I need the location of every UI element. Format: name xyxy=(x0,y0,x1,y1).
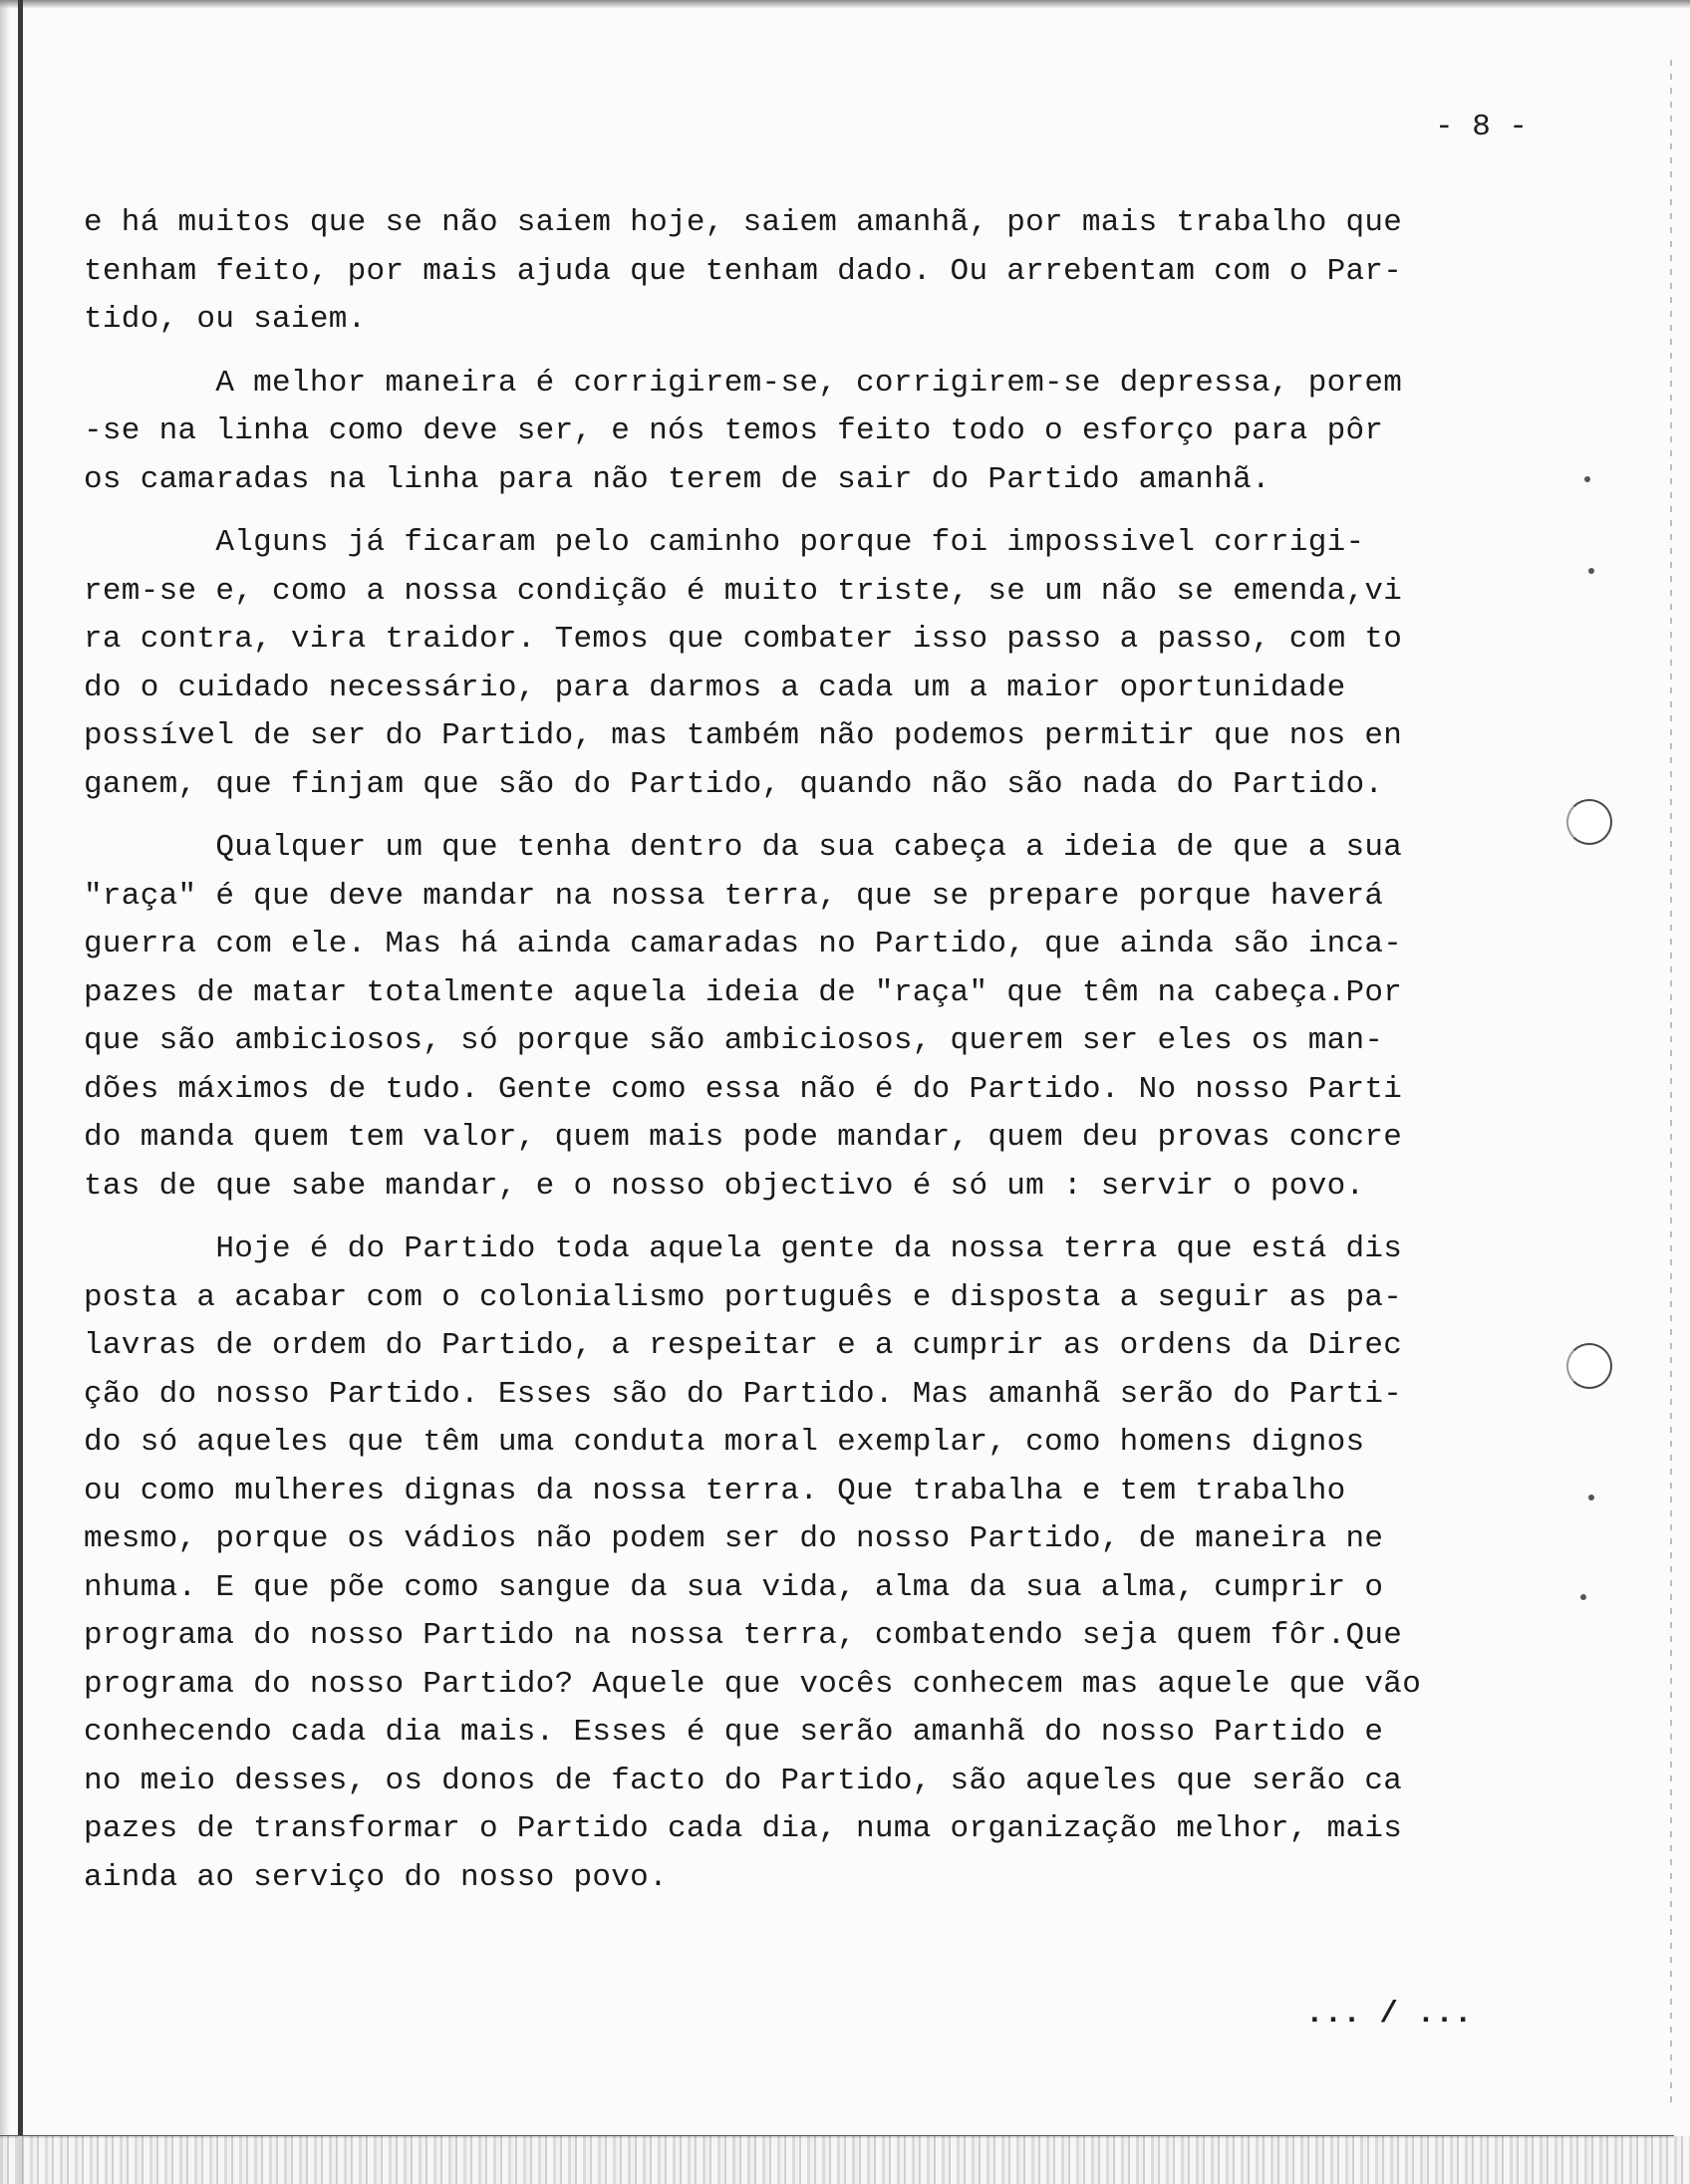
text-line: Alguns já ficaram pelo caminho porque foi impossivel corrigi- xyxy=(84,525,1365,560)
text-line: do só aqueles que têm uma conduta moral exemplar, como homens dignos xyxy=(84,1425,1365,1460)
text-line: mesmo, porque os vádios não podem ser do nosso Partido, de maneira ne xyxy=(84,1521,1384,1556)
text-line: -se na linha como deve ser, e nós temos feito todo o esforço para pôr xyxy=(84,413,1384,448)
paragraph xyxy=(84,824,1539,1211)
scan-speck xyxy=(1580,1594,1586,1600)
text-line: lavras de ordem do Partido, a respeitar e a cumprir as ordens da Direc xyxy=(84,1328,1403,1363)
paragraph xyxy=(84,199,1539,345)
text-line: ganem, que finjam que são do Partido, quando não são nada do Partido. xyxy=(84,766,1384,802)
text-line: tido, ou saiem. xyxy=(84,302,367,337)
text-line: A melhor maneira é corrigirem-se, corrigirem-se depressa, porem xyxy=(84,365,1403,401)
text-line: guerra com ele. Mas há ainda camaradas no Partido, que ainda são inca- xyxy=(84,927,1403,961)
page-number: - 8 - xyxy=(1435,110,1529,144)
text-line: tas de que sabe mandar, e o nosso objectivo é só um : servir o povo. xyxy=(84,1168,1365,1204)
text-line: ra contra, vira traidor. Temos que combater isso passo a passo, com to xyxy=(84,622,1403,657)
scan-speck xyxy=(1584,476,1590,482)
text-line: do manda quem tem valor, quem mais pode mandar, quem deu provas concre xyxy=(84,1120,1403,1155)
text-line: "raça" é que deve mandar na nossa terra, que se prepare porque haverá xyxy=(84,878,1384,914)
text-line: programa do nosso Partido na nossa terra, combatendo seja quem fôr.Que xyxy=(84,1618,1403,1653)
scan-speck xyxy=(1588,568,1594,574)
text-line: e há muitos que se não saiem hoje, saiem amanhã, por mais trabalho que xyxy=(84,205,1403,240)
paragraph xyxy=(84,1226,1539,1902)
punch-hole-icon xyxy=(1566,1343,1612,1389)
punch-hole-icon xyxy=(1566,799,1612,845)
scan-edge-left xyxy=(18,0,23,2184)
text-line: os camaradas na linha para não terem de sair do Partido amanhã. xyxy=(84,461,1270,497)
text-line: que são ambiciosos, só porque são ambiciosos, querem ser eles os man- xyxy=(84,1023,1384,1058)
paragraph xyxy=(84,519,1539,809)
text-line: conhecendo cada dia mais. Esses é que serão amanhã do nosso Partido e xyxy=(84,1715,1384,1750)
text-line: possível de ser do Partido, mas também não podemos permitir que nos en xyxy=(84,718,1403,753)
text-line: tenham feito, por mais ajuda que tenham dado. Ou arrebentam com o Par- xyxy=(84,253,1403,289)
text-line: no meio desses, os donos de facto do Partido, são aqueles que serão ca xyxy=(84,1763,1403,1798)
scan-speck xyxy=(1588,1495,1594,1501)
paragraph xyxy=(84,360,1539,505)
text-line: do o cuidado necessário, para darmos a cada um a maior oportunidade xyxy=(84,670,1346,705)
text-line: Hoje é do Partido toda aquela gente da nossa terra que está dis xyxy=(84,1231,1403,1266)
continuation-marker: ... / ... xyxy=(1305,1997,1473,2032)
scan-edge-top xyxy=(0,0,1690,8)
text-line: ainda ao serviço do nosso povo. xyxy=(84,1859,668,1895)
text-line: pazes de matar totalmente aquela ideia de "raça" que têm na cabeça.Por xyxy=(84,974,1403,1010)
text-line: programa do nosso Partido? Aquele que vocês conhecem mas aquele que vão xyxy=(84,1666,1422,1702)
scan-edge-right xyxy=(1670,60,1672,2102)
text-line: rem-se e, como a nossa condição é muito triste, se um não se emenda,vi xyxy=(84,573,1403,609)
scan-shadow-left xyxy=(0,0,10,2184)
text-line: Qualquer um que tenha dentro da sua cabeça a ideia de que a sua xyxy=(84,830,1403,865)
text-line: dões máximos de tudo. Gente como essa não é do Partido. No nosso Parti xyxy=(84,1071,1403,1107)
document-body xyxy=(84,199,1539,1917)
text-line: posta a acabar com o colonialismo português e disposta a seguir as pa- xyxy=(84,1279,1403,1315)
text-line: ção do nosso Partido. Esses são do Partido. Mas amanhã serão do Parti- xyxy=(84,1376,1403,1412)
text-line: nhuma. E que põe como sangue da sua vida, alma da sua alma, cumprir o xyxy=(84,1569,1384,1605)
text-line: ou como mulheres dignas da nossa terra. Que trabalha e tem trabalho xyxy=(84,1473,1346,1508)
scan-edge-bottom xyxy=(0,2136,1690,2184)
text-line: pazes de transformar o Partido cada dia, numa organização melhor, mais xyxy=(84,1811,1403,1846)
